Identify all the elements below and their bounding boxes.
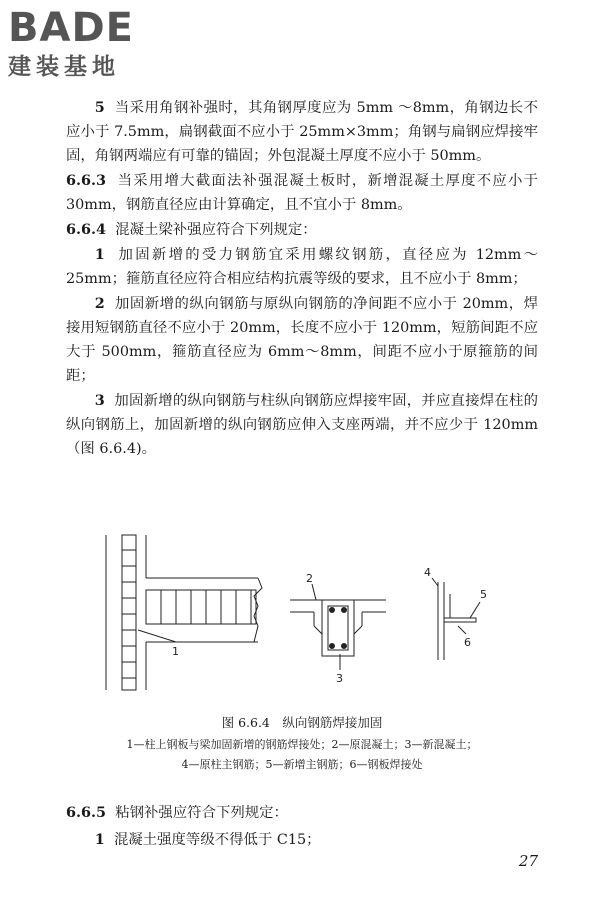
logo-subtitle: 建装基地 (8, 54, 120, 80)
clause-6-6-4: 6.6.4 混凝土梁补强应符合下列规定： (66, 221, 317, 238)
label-5: 5 (480, 588, 487, 601)
figure-drawing (66, 530, 538, 730)
leader-6 (458, 626, 466, 634)
label-4: 4 (424, 566, 431, 579)
beam-section (322, 600, 354, 656)
figure-legend-1: 1—柱上钢板与梁加固新增的钢筋焊接处；2—原混凝土；3—新混凝土； (126, 738, 478, 751)
leader-2 (312, 584, 316, 600)
figure-caption: 图 6.6.4 纵向钢筋焊接加固 (221, 715, 383, 730)
section-after (66, 800, 538, 854)
brand-logo (8, 6, 134, 82)
figure-legend-2: 4—原柱主钢筋；5—新增主钢筋；6—钢板焊接处 (181, 758, 423, 771)
logo-brand: BADE (8, 5, 134, 51)
document-body (66, 96, 538, 462)
logo-brand-text (8, 6, 134, 50)
clause-6-6-4-item-1: 1 加固新增的受力钢筋宜采用螺纹钢筋，直径应为 12mm～25mm；箍筋直径应符合相应结构抗震等级的要求，且不应小于 8mm； (66, 246, 538, 287)
label-6: 6 (464, 636, 471, 649)
clause-6-6-4-item-3: 3 加固新增的纵向钢筋与柱纵向钢筋应焊接牢固，并应直接焊在柱的纵向钢筋上，加固新增的纵向钢筋应伸入支座两端，并不应少于 120mm（图 6.6.4)。 (66, 392, 538, 457)
label-2: 2 (306, 572, 313, 585)
clause-6-6-5-item-1: 1 混凝土强度等级不得低于 C15； (94, 831, 321, 848)
leader-1 (138, 630, 176, 642)
para-angle-steel: 5 当采用角钢补强时，其角钢厚度应为 5mm ～8mm，角钢边长不应小于 7.5mm，扁钢截面不应小于 25mm×3mm；角钢与扁钢应焊接牢固，角钢两端应有可靠的锚固；外包混凝土厚度不应小于 50mm。 (66, 99, 538, 164)
page-number: 27 (518, 852, 538, 870)
leader-5 (470, 602, 480, 618)
clause-6-6-3: 6.6.3 当采用增大截面法补强混凝土板时，新增混凝土厚度不应小于 30mm，钢筋直径应由计算确定，且不宜小于 8mm。 (66, 172, 538, 213)
leader-4 (432, 578, 438, 586)
beam-break-line (254, 578, 262, 642)
beam-new-concrete (146, 590, 256, 624)
steel-plate (444, 618, 476, 622)
label-3: 3 (336, 672, 343, 685)
figure-6-6-4 (66, 530, 538, 730)
label-1: 1 (172, 645, 179, 658)
column-reinforcement (122, 535, 136, 690)
clause-6-6-5: 6.6.5 粘钢补强应符合下列规定： (66, 804, 288, 821)
clause-6-6-4-item-2: 2 加固新增的纵向钢筋与原纵向钢筋的净间距不应小于 20mm，焊接用短钢筋直径不应小于 20mm，长度不应小于 120mm，短筋间距不应大于 500mm，箍筋直径应为 6mm～8mm，间距不应小于原箍筋的间距； (66, 295, 538, 384)
